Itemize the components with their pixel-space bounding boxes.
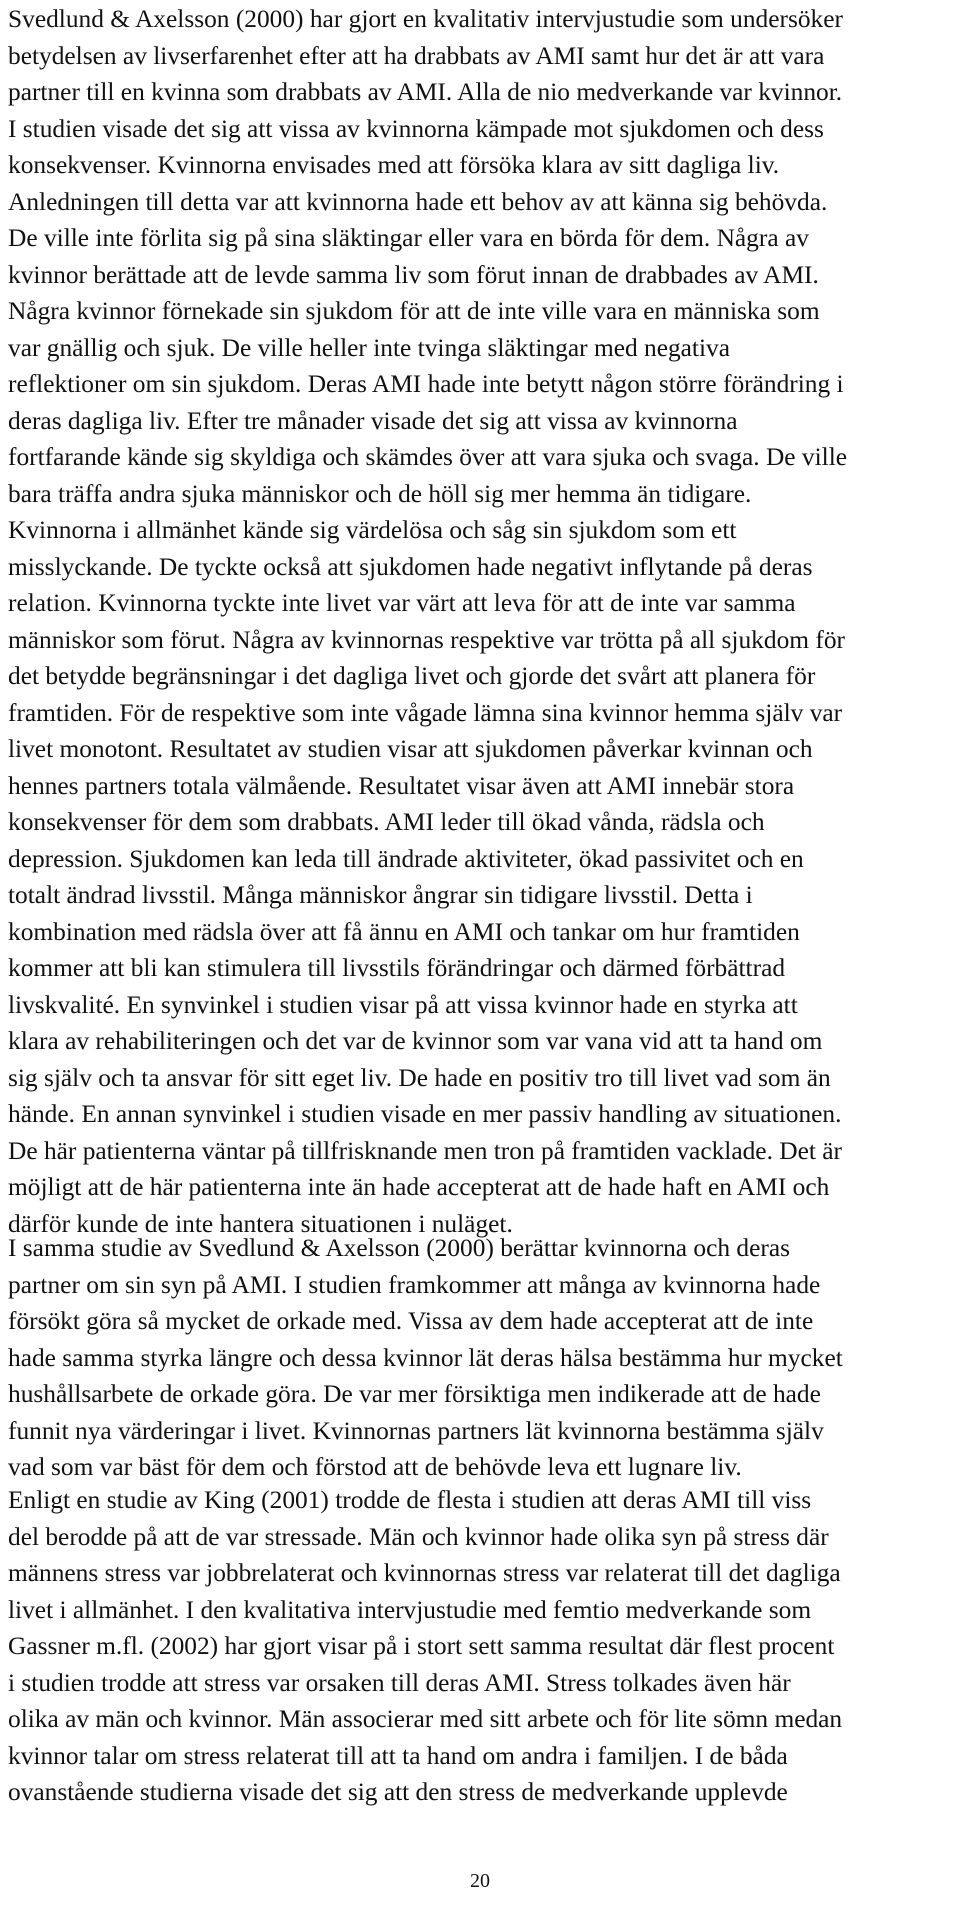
text-line: försökt göra så mycket de orkade med. Vissa av dem hade accepterat att de inte xyxy=(8,1307,814,1335)
text-line: människor som förut. Några av kvinnornas respektive var trötta på all sjukdom för xyxy=(8,625,845,654)
text-line: betydelsen av livserfarenhet efter att ha drabbats av AMI samt hur det är att vara xyxy=(8,41,825,70)
text-line: hade samma styrka längre och dessa kvinnor lät deras hälsa bestämma hur mycket xyxy=(8,1343,843,1372)
text-line: konsekvenser för dem som drabbats. AMI leder till ökad vånda, rädsla och xyxy=(8,808,765,836)
text-line: hushållsarbete de orkade göra. De var mer försiktiga men indikerade att de hade xyxy=(8,1380,821,1408)
text-line: Svedlund & Axelsson (2000) har gjort en kvalitativ intervjustudie som undersöker xyxy=(8,5,843,33)
text-line: därför kunde de inte hantera situationen i nuläget. xyxy=(8,1209,513,1238)
text-line: kvinnor berättade att de levde samma liv som förut innan de drabbades av AMI. xyxy=(8,260,819,289)
text-line: Kvinnorna i allmänhet kände sig värdelösa och såg sin sjukdom som ett xyxy=(8,516,737,544)
text-line: relation. Kvinnorna tyckte inte livet var värt att leva för att de inte var samma xyxy=(8,589,796,617)
text-line: partner till en kvinna som drabbats av AMI. Alla de nio medverkande var kvinnor. xyxy=(8,78,843,106)
text-line: sig själv och ta ansvar för sitt eget liv. De hade en positiv tro till livet vad som än xyxy=(8,1063,831,1092)
text-line: Några kvinnor förnekade sin sjukdom för att de inte ville vara en människa som xyxy=(8,297,820,325)
text-line: totalt ändrad livsstil. Många människor ångrar sin tidigare livsstil. Detta i xyxy=(8,881,753,909)
text-line: vad som var bäst för dem och förstod att de behövde leva ett lugnare liv. xyxy=(8,1453,742,1481)
text-line: De här patienterna väntar på tillfrisknande men tron på framtiden vacklade. Det är xyxy=(8,1136,842,1165)
text-line: I samma studie av Svedlund & Axelsson (2000) berättar kvinnorna och deras xyxy=(8,1234,790,1262)
text-line: ovanstående studierna visade det sig att den stress de medverkande upplevde xyxy=(8,1778,788,1806)
text-line: livet i allmänhet. I den kvalitativa intervjustudie med femtio medverkande som xyxy=(8,1595,812,1624)
text-line: möjligt att de här patienterna inte än hade accepterat att de hade haft en AMI och xyxy=(8,1173,830,1201)
text-line: i studien trodde att stress var orsaken till deras AMI. Stress tolkades även här xyxy=(8,1668,791,1697)
text-line: konsekvenser. Kvinnorna envisades med att försöka klara av sitt dagliga liv. xyxy=(8,151,780,179)
text-line: funnit nya värderingar i livet. Kvinnornas partners lät kvinnorna bestämma själv xyxy=(8,1416,824,1445)
paragraph xyxy=(8,1230,843,1486)
text-line: kombination med rädsla över att få ännu en AMI och tankar om hur framtiden xyxy=(8,917,800,946)
text-line: livet monotont. Resultatet av studien visar att sjukdomen påverkar kvinnan och xyxy=(8,735,813,763)
text-line: kvinnor talar om stress relaterat till att ta hand om andra i familjen. I de båda xyxy=(8,1741,788,1770)
text-line: det betydde begränsningar i det dagliga livet och gjorde det svårt att planera för xyxy=(8,662,816,690)
text-line: Gassner m.fl. (2002) har gjort visar på i stort sett samma resultat där flest procent xyxy=(8,1632,835,1660)
text-line: olika av män och kvinnor. Män associerar med sitt arbete och för lite sömn medan xyxy=(8,1705,843,1733)
text-line: männens stress var jobbrelaterat och kvinnornas stress var relaterat till det dagliga xyxy=(8,1559,841,1587)
text-line: hennes partners totala välmående. Resultatet visar även att AMI innebär stora xyxy=(8,771,795,800)
text-line: De ville inte förlita sig på sina släktingar eller vara en börda för dem. Några av xyxy=(8,224,809,252)
text-line: hände. En annan synvinkel i studien visade en mer passiv handling av situationen. xyxy=(8,1100,842,1128)
text-line: Anledningen till detta var att kvinnorna hade ett behov av att känna sig behövda. xyxy=(8,187,828,216)
text-line: deras dagliga liv. Efter tre månader visade det sig att vissa av kvinnorna xyxy=(8,406,738,435)
paragraph xyxy=(8,1,847,1242)
text-line: fortfarande kände sig skyldiga och skämdes över att vara sjuka och svaga. De ville xyxy=(8,443,848,471)
document-page xyxy=(8,0,952,1915)
text-line: depression. Sjukdomen kan leda till ändrade aktiviteter, ökad passivitet och en xyxy=(8,844,804,873)
text-line: var gnällig och sjuk. De ville heller inte tvinga släktingar med negativa xyxy=(8,333,731,362)
page-number: 20 xyxy=(470,1870,490,1892)
text-line: misslyckande. De tyckte också att sjukdomen hade negativt inflytande på deras xyxy=(8,552,813,581)
text-line: reflektioner om sin sjukdom. Deras AMI hade inte betytt någon större förändring i xyxy=(8,370,844,398)
text-line: klara av rehabiliteringen och det var de kvinnor som var vana vid att ta hand om xyxy=(8,1027,823,1055)
text-line: Enligt en studie av King (2001) trodde de flesta i studien att deras AMI till viss xyxy=(8,1486,812,1514)
text-line: partner om sin syn på AMI. I studien framkommer att många av kvinnorna hade xyxy=(8,1270,821,1299)
text-line: del berodde på att de var stressade. Män och kvinnor hade olika syn på stress där xyxy=(8,1522,829,1551)
text-line: livskvalité. En synvinkel i studien visar på att vissa kvinnor hade en styrka att xyxy=(8,990,798,1019)
text-line: kommer att bli kan stimulera till livsstils förändringar och därmed förbättrad xyxy=(8,954,786,982)
paragraph xyxy=(8,1482,842,1811)
text-line: bara träffa andra sjuka människor och de höll sig mer hemma än tidigare. xyxy=(8,479,752,508)
text-line: framtiden. För de respektive som inte vågade lämna sina kvinnor hemma själv var xyxy=(8,698,843,727)
text-line: I studien visade det sig att vissa av kvinnorna kämpade mot sjukdomen och dess xyxy=(8,114,824,143)
